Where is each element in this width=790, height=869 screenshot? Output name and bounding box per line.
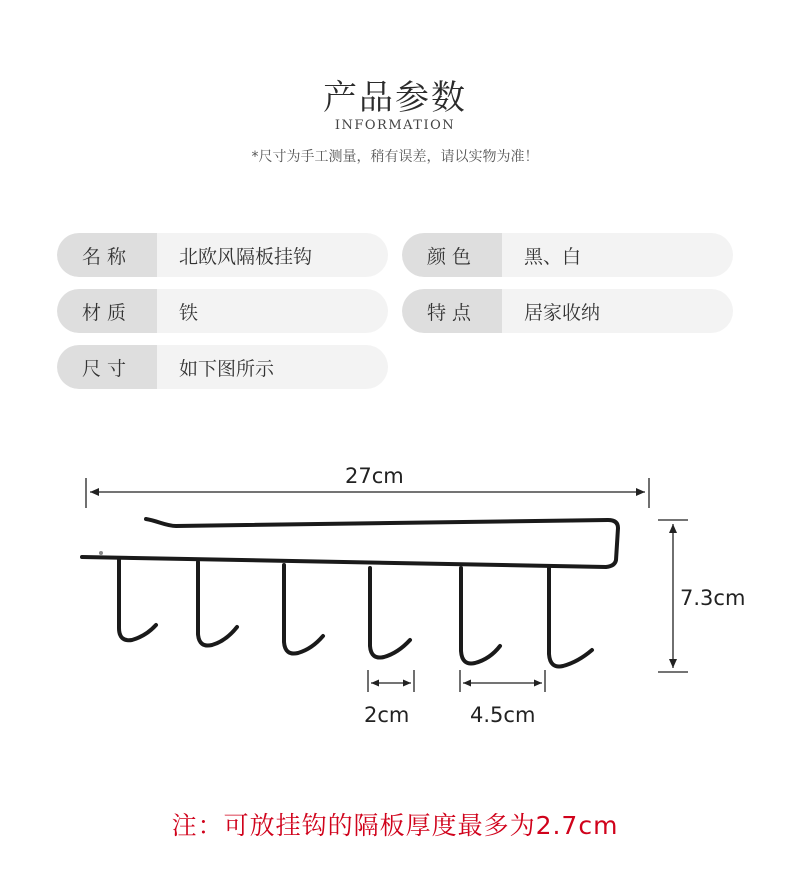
hook-width-label: 2cm (364, 703, 410, 727)
width-label: 27cm (345, 464, 404, 488)
hook-width-arrow-right (403, 680, 411, 687)
measurement-note: *尺寸为手工测量，稍有误差，请以实物为准！ (251, 149, 539, 165)
screw-hole (99, 551, 103, 555)
hook-2 (198, 562, 237, 646)
hook-spacing-arrow-right (534, 680, 542, 687)
spec-key: 特点 (402, 289, 502, 333)
height-label: 7.3cm (680, 586, 746, 610)
spec-row-name (57, 233, 388, 277)
spec-value: 黑、白 (524, 245, 582, 268)
hook-6 (549, 566, 592, 667)
hook-width-arrow-left (371, 680, 379, 687)
shelf-thickness-note: 注：可放挂钩的隔板厚度最多为2.7cm (171, 811, 619, 840)
arrow-right (636, 488, 645, 496)
arrow-left (90, 488, 99, 496)
spec-key: 尺寸 (57, 345, 157, 389)
spec-key: 颜色 (402, 233, 502, 277)
spec-row-feature (402, 289, 733, 333)
hook-spacing-arrow-left (463, 680, 471, 687)
spec-value: 铁 (179, 301, 199, 324)
spec-key: 材质 (57, 289, 157, 333)
hook-spacing-label: 4.5cm (470, 703, 536, 727)
spec-value: 如下图所示 (179, 357, 275, 380)
arrow-down (669, 659, 677, 668)
spec-value: 北欧风隔板挂钩 (179, 245, 313, 268)
spec-row-color (402, 233, 733, 277)
arrow-up (669, 524, 677, 533)
hook-5 (461, 568, 500, 664)
hook-4 (370, 568, 410, 658)
hook-rack (82, 519, 618, 667)
spec-row-material (57, 289, 388, 333)
hook-3 (284, 565, 323, 654)
hook-1 (119, 559, 156, 640)
spec-row-size (57, 345, 388, 389)
rack-frame (82, 519, 618, 567)
spec-value: 居家收纳 (524, 301, 601, 324)
spec-key: 名称 (57, 233, 157, 277)
page-subtitle: INFORMATION (334, 118, 456, 133)
page-title: 产品参数 (323, 78, 467, 118)
